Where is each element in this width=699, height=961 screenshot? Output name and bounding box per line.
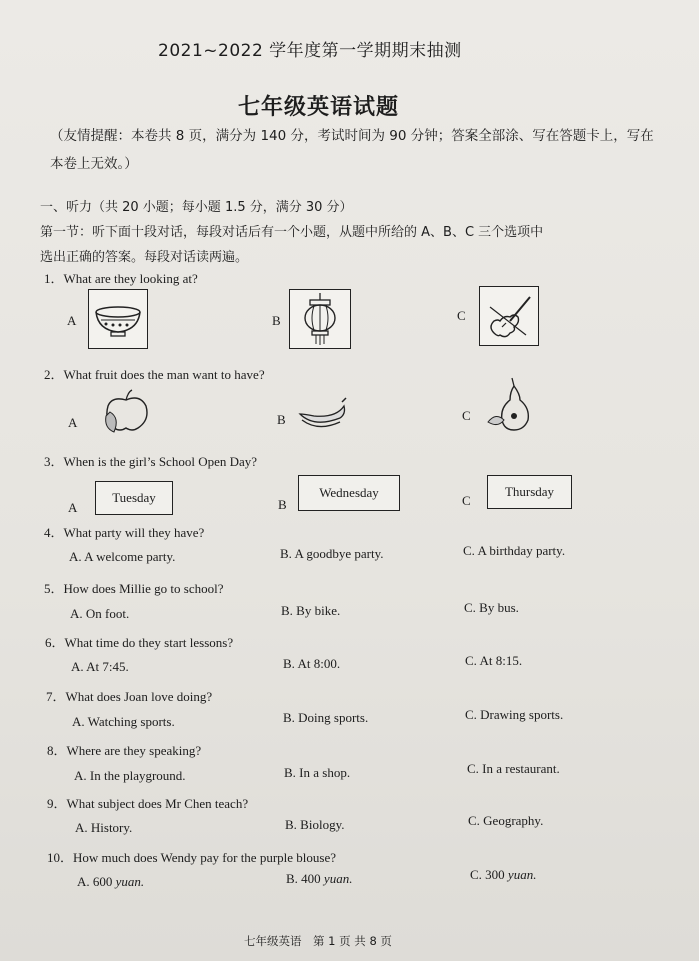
question-number: 2． [44, 367, 64, 382]
option-label: B [277, 412, 286, 427]
question-text: What fruit does the man want to have? [63, 367, 265, 382]
question-text: What does Joan love doing? [65, 689, 213, 704]
question-1 [44, 268, 198, 287]
currency-unit: yuan. [115, 874, 145, 889]
pear-icon [484, 376, 540, 434]
section1-instructions-line1: 第一节：听下面十段对话，每段对话后有一个小题，从题中所给的 A、B、C 三个选项中 [40, 225, 544, 240]
question-number: 10． [47, 850, 74, 865]
question-7 [46, 686, 212, 705]
section1-instructions-line2: 选出正确的答案。每段对话读两遍。 [40, 250, 249, 265]
part1-heading: 一、听力（共 20 小题；每小题 1.5 分，满分 30 分） [40, 200, 353, 215]
option-a: A. In the playground. [74, 768, 186, 783]
question-number: 6． [45, 635, 65, 650]
question-8 [47, 740, 201, 759]
question-text: When is the girl’s School Open Day? [63, 454, 258, 469]
apple-icon [100, 388, 152, 436]
option-c-amount: C. 300 [470, 867, 508, 882]
option-a: A. Watching sports. [72, 714, 175, 729]
option-a [77, 874, 144, 890]
question-9 [47, 793, 248, 812]
question-number: 7． [46, 689, 66, 704]
question-text: How much does Wendy pay for the purple blouse? [73, 850, 336, 865]
option-label: C [462, 493, 471, 508]
option-label: B [272, 313, 281, 328]
currency-unit: yuan. [323, 871, 353, 886]
question-10 [47, 847, 336, 866]
option-b-amount: B. 400 [286, 871, 324, 886]
currency-unit: yuan. [507, 867, 537, 882]
option-c: C. By bus. [464, 600, 519, 615]
exam-header: 2021~2022 学年度第一学期期末抽测 [158, 41, 462, 61]
question-text: Where are they speaking? [66, 743, 202, 758]
question-number: 8． [47, 743, 67, 758]
question-text: How does Millie go to school? [63, 581, 224, 596]
exam-notice: （友情提醒：本卷共 8 页，满分为 140 分，考试时间为 90 分钟；答案全部涂、写在答题卡上，写在本卷上无效。） [50, 128, 654, 172]
option-c: C. At 8:15. [465, 653, 523, 668]
banana-icon [296, 394, 348, 432]
option-a: A. On foot. [70, 606, 130, 621]
option-c: C. Geography. [468, 813, 544, 828]
option-b: B. Biology. [285, 817, 345, 832]
question-number: 3． [44, 454, 64, 469]
question-5 [44, 578, 223, 597]
violin-icon [479, 286, 539, 346]
question-3 [44, 451, 257, 470]
day-box-thursday: Thursday [487, 475, 572, 509]
day-box-wednesday: Wednesday [298, 475, 400, 511]
option-label: A [67, 313, 77, 328]
question-6 [45, 632, 233, 651]
exam-title: 七年级英语试题 [238, 95, 400, 120]
bowl-icon [88, 289, 148, 349]
question-number: 9． [47, 796, 67, 811]
option-label: A [68, 415, 78, 430]
question-number: 4． [44, 525, 64, 540]
option-c: C. Drawing sports. [465, 707, 564, 722]
question-text: What party will they have? [63, 525, 205, 540]
option-b: B. At 8:00. [283, 656, 341, 671]
question-4 [44, 522, 204, 541]
option-label: A [68, 500, 78, 515]
option-b: B. In a shop. [284, 765, 351, 780]
option-b: B. Doing sports. [283, 710, 369, 725]
question-number: 5． [44, 581, 64, 596]
option-b: B. A goodbye party. [280, 546, 384, 561]
option-c: C. In a restaurant. [467, 761, 560, 776]
option-b: B. By bike. [281, 603, 341, 618]
question-2 [44, 364, 265, 383]
question-number: 1． [44, 271, 64, 286]
question-text: What time do they start lessons? [64, 635, 234, 650]
option-c [470, 867, 536, 883]
option-c: C. A birthday party. [463, 543, 566, 558]
option-a: A. History. [75, 820, 133, 835]
question-text: What subject does Mr Chen teach? [66, 796, 249, 811]
option-a: A. At 7:45. [71, 659, 129, 674]
option-label: C [462, 408, 471, 423]
option-a-amount: A. 600 [77, 874, 116, 889]
question-text: What are they looking at? [63, 271, 198, 286]
option-label: C [457, 308, 466, 323]
option-label: B [278, 497, 287, 512]
option-a: A. A welcome party. [69, 549, 176, 564]
lantern-icon [289, 289, 351, 349]
option-b [286, 871, 352, 887]
day-box-tuesday: Tuesday [95, 481, 173, 515]
page-footer: 七年级英语 第 1 页 共 8 页 [244, 934, 392, 948]
